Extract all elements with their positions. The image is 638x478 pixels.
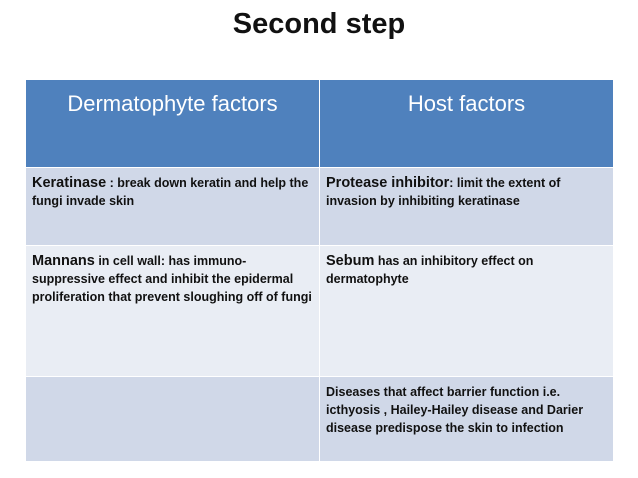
header-host-factors: Host factors <box>320 80 614 168</box>
table-cell-empty <box>26 377 320 462</box>
factor-description: : break down keratin and help the fungi invade skin <box>32 176 309 208</box>
table-row <box>26 377 614 462</box>
factor-description: : limit the extent of invasion by inhibiting keratinase <box>326 176 561 208</box>
factor-term: Mannans <box>32 253 95 269</box>
factor-term: Sebum <box>326 253 375 269</box>
table-row <box>26 246 614 377</box>
factor-term: Protease inhibitor <box>326 175 450 191</box>
table-cell <box>320 246 614 377</box>
factor-description: Diseases that affect barrier function i.e. icthyosis , Hailey-Hailey disease and Darier disease predispose the skin to infection <box>326 385 584 435</box>
factor-description: in cell wall: has immuno-suppressive effect and inhibit the epidermal proliferation that prevent sloughing off of fungi <box>32 254 312 304</box>
table-row <box>26 168 614 246</box>
slide-title: Second step <box>232 8 406 40</box>
table-cell <box>320 168 614 246</box>
factors-table <box>25 79 614 462</box>
table-header-row <box>26 80 614 168</box>
table-cell <box>320 377 614 462</box>
header-dermatophyte-factors: Dermatophyte factors <box>26 80 320 168</box>
table-cell <box>26 168 320 246</box>
factor-term: Keratinase <box>32 175 107 191</box>
factor-description: has an inhibitory effect on dermatophyte <box>326 254 534 286</box>
table-cell <box>26 246 320 377</box>
